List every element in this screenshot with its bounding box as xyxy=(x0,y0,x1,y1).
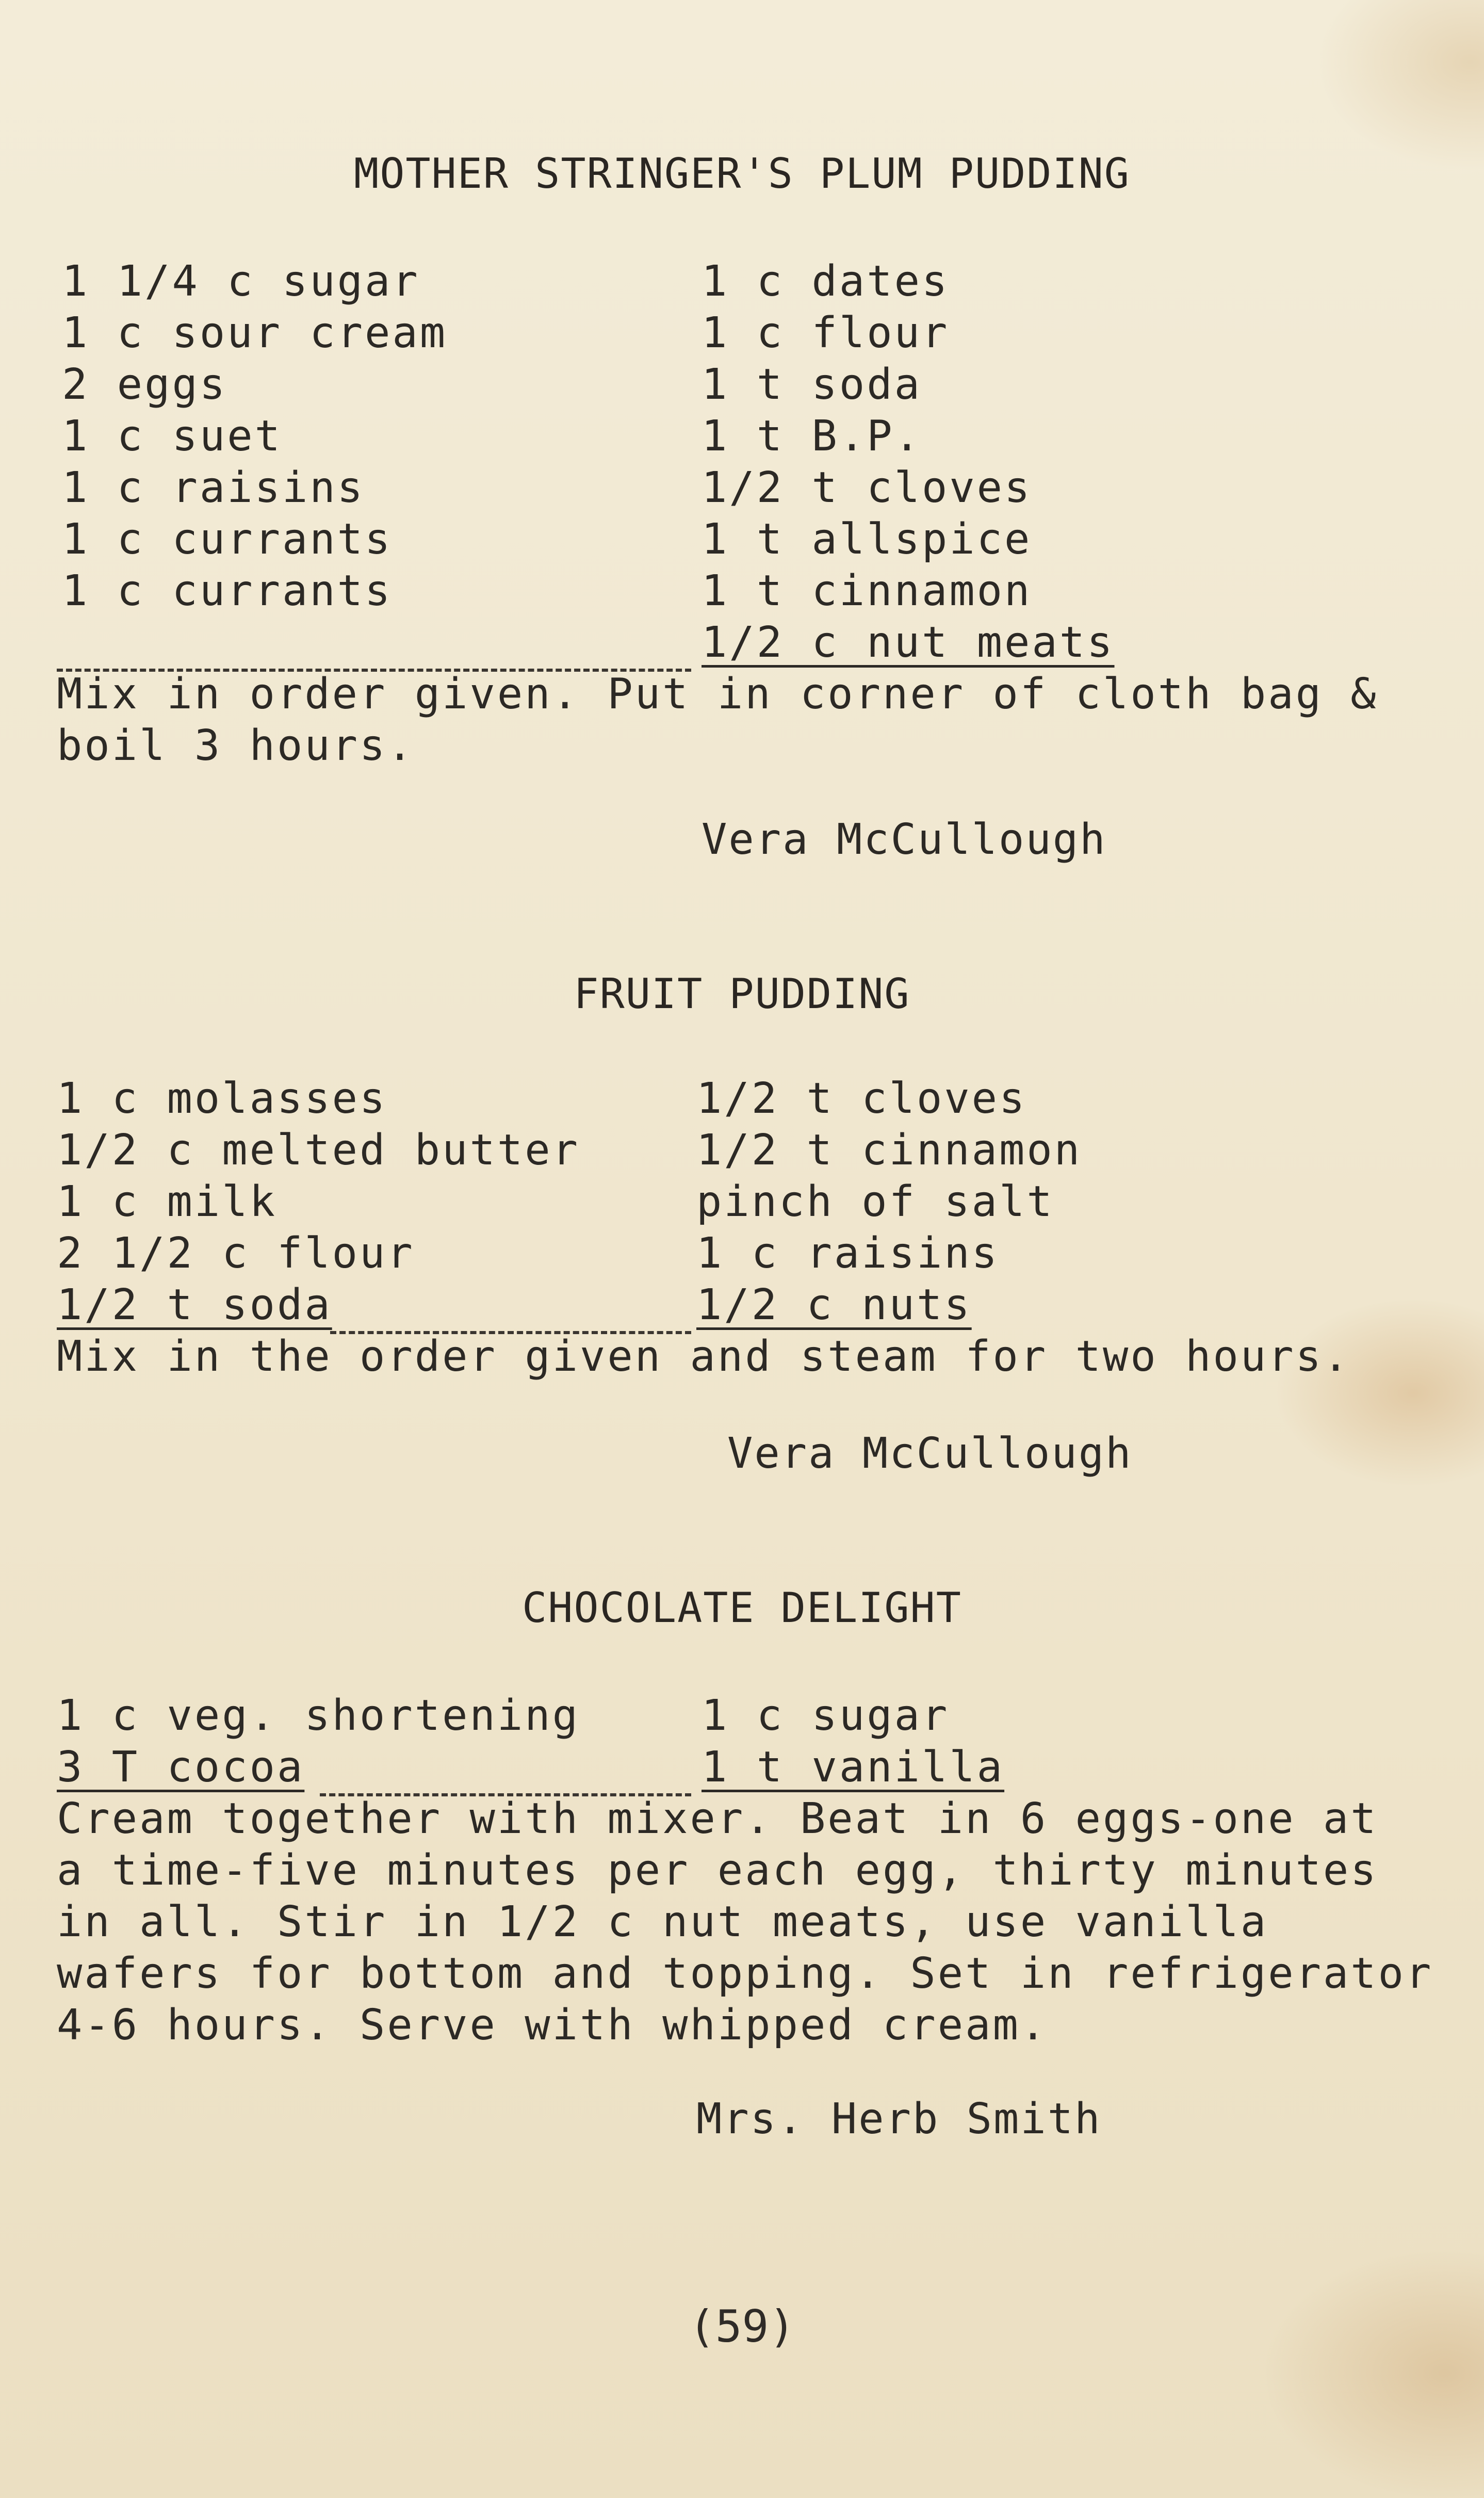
ingredient-right: 1 t vanilla xyxy=(702,1743,1005,1792)
ingredient-left: 1 c suet xyxy=(62,412,282,461)
directions-line: Cream together with mixer. Beat in 6 eggs-one at xyxy=(57,1794,1378,1843)
ingredient-right: 1 c raisins xyxy=(696,1229,1000,1278)
directions-line: Mix in order given. Put in corner of cloth bag & xyxy=(57,670,1378,719)
ingredient-right: pinch of salt xyxy=(696,1177,1054,1226)
ingredient-left: 1 c currants xyxy=(62,515,393,564)
ingredient-right: 1 t B.P. xyxy=(702,412,922,461)
directions-line: wafers for bottom and topping. Set in refrigerator xyxy=(57,1949,1433,1998)
recipe-author: Vera McCullough xyxy=(702,815,1107,864)
ingredient-right: 1 c dates xyxy=(702,257,950,306)
ingredient-right: 1 t cinnamon xyxy=(702,566,1032,615)
ingredient-right: 1/2 t cloves xyxy=(696,1074,1027,1123)
page-number: (59) xyxy=(688,2301,796,2353)
ingredient-right: 1 c sugar xyxy=(702,1691,950,1740)
recipe-title: CHOCOLATE DELIGHT xyxy=(522,1584,962,1632)
ingredient-left: 1 1/4 c sugar xyxy=(62,257,420,306)
ingredient-right: 1 c flour xyxy=(702,309,950,358)
directions-line: Mix in the order given and steam for two hours. xyxy=(57,1332,1351,1381)
directions-line: 4-6 hours. Serve with whipped cream. xyxy=(57,2001,1048,2050)
recipe-title: MOTHER STRINGER'S PLUM PUDDING xyxy=(354,150,1130,198)
ingredient-right: 1/2 c nuts xyxy=(696,1280,972,1329)
ingredient-left: 2 eggs xyxy=(62,360,227,409)
ingredient-left: 1 c sour cream xyxy=(62,309,448,358)
recipe-title: FRUIT PUDDING xyxy=(574,970,910,1018)
directions-line: boil 3 hours. xyxy=(57,721,415,770)
ingredient-left: 1 c currants xyxy=(62,566,393,615)
ingredient-right: 1/2 t cloves xyxy=(702,463,1032,512)
separator-dashes xyxy=(330,1279,691,1334)
directions-line: in all. Stir in 1/2 c nut meats, use vanilla xyxy=(57,1897,1268,1947)
ingredient-left: 1/2 c melted butter xyxy=(57,1126,580,1175)
ingredient-right: 1/2 c nut meats xyxy=(702,618,1115,667)
ingredient-right: 1/2 t cinnamon xyxy=(696,1126,1082,1175)
ingredient-left: 1 c milk xyxy=(57,1177,277,1226)
ingredient-left: 2 1/2 c flour xyxy=(57,1229,415,1278)
recipe-author: Vera McCullough xyxy=(727,1429,1133,1478)
ingredient-right: 1 t soda xyxy=(702,360,922,409)
ingredient-right: 1 t allspice xyxy=(702,515,1032,564)
ingredient-left: 1 c raisins xyxy=(62,463,365,512)
recipe-author: Mrs. Herb Smith xyxy=(696,2095,1102,2144)
directions-line: a time-five minutes per each egg, thirty minutes xyxy=(57,1846,1378,1895)
ingredient-left: 1 c veg. shortening xyxy=(57,1691,580,1740)
separator-dashes xyxy=(320,1742,691,1796)
separator-dashes xyxy=(57,617,691,672)
ingredient-left: 1/2 t soda xyxy=(57,1280,332,1329)
ingredient-left: 3 T cocoa xyxy=(57,1743,305,1792)
ingredient-left: 1 c molasses xyxy=(57,1074,387,1123)
